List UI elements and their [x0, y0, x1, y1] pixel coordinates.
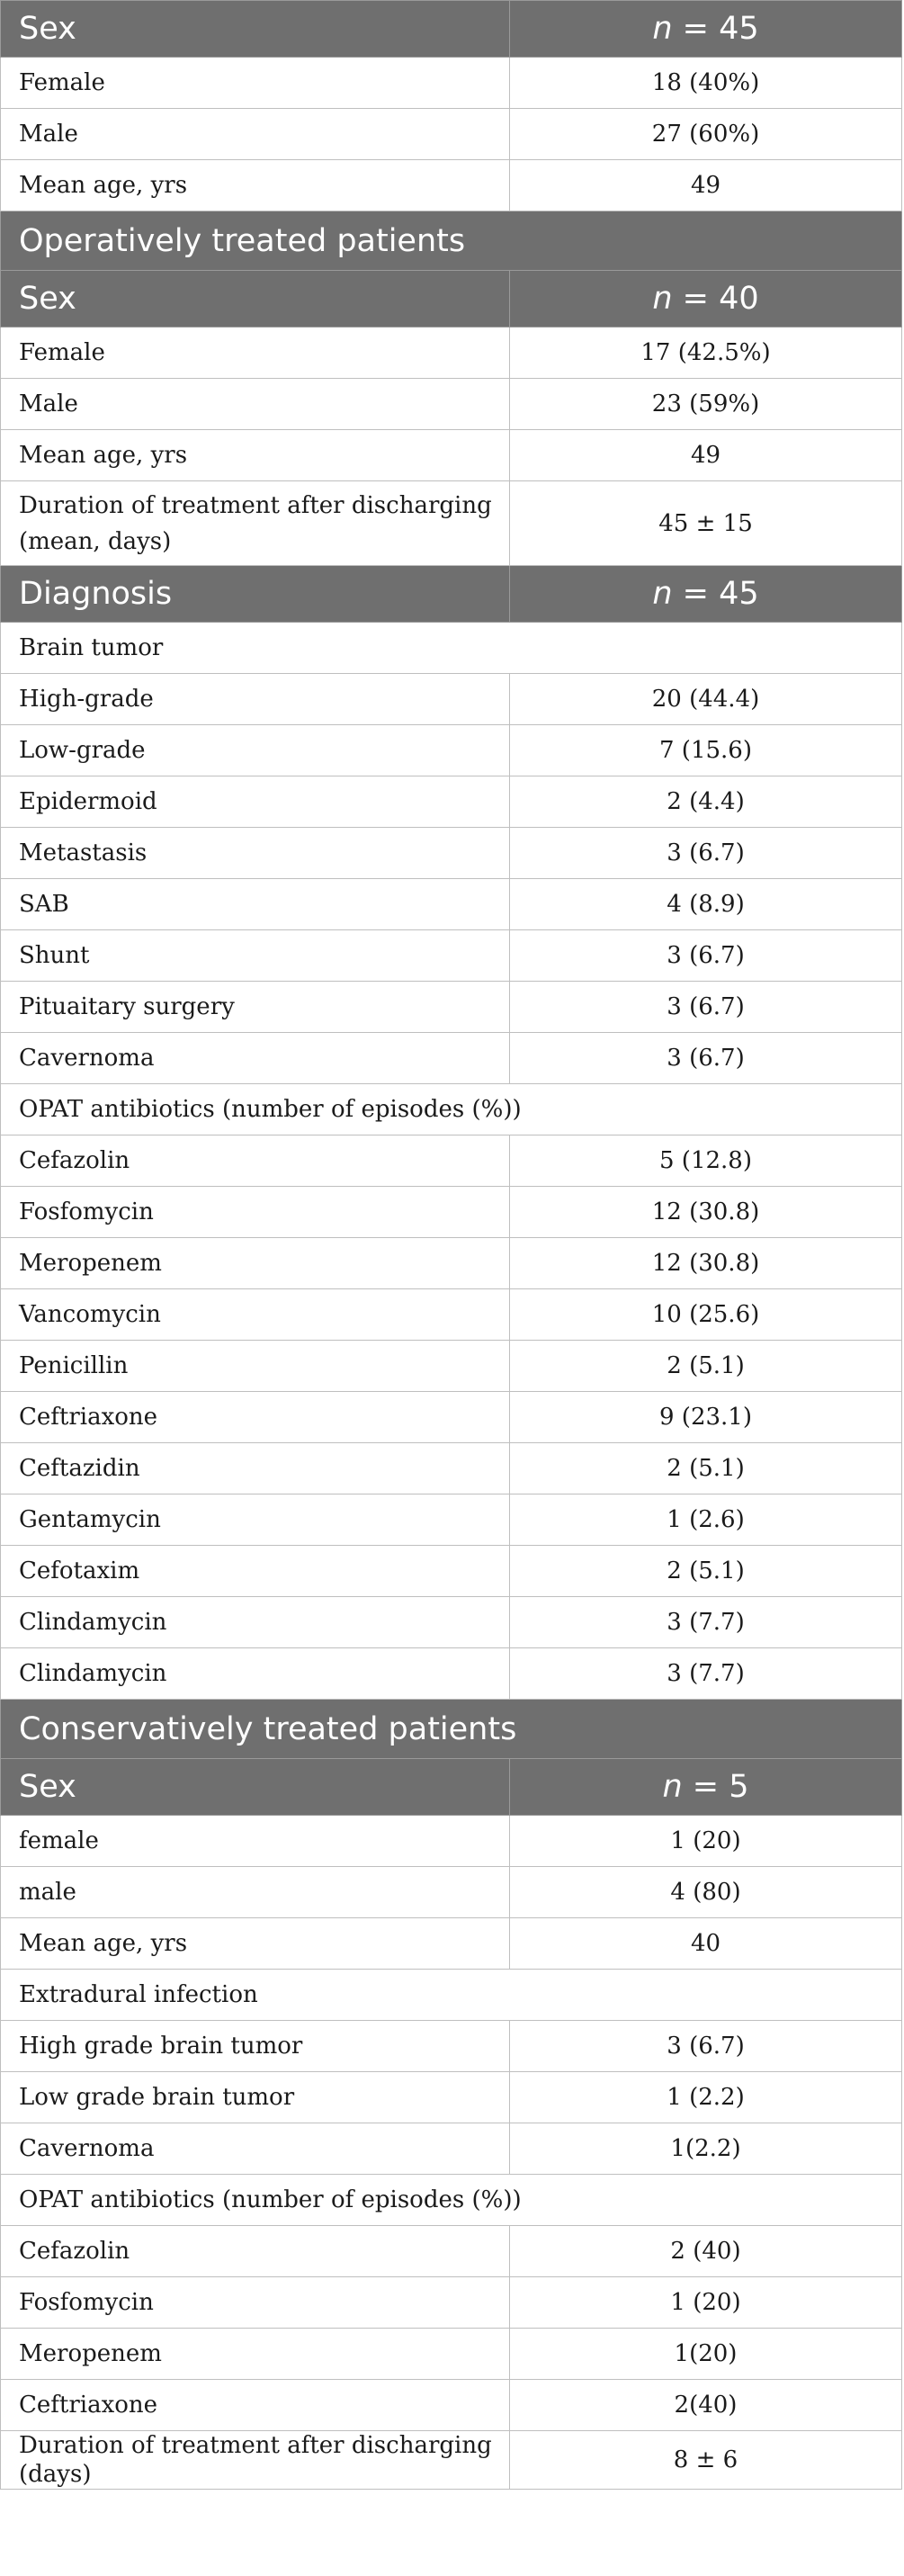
table-row [1, 2021, 902, 2072]
count-symbol: n [652, 281, 673, 317]
row-value: 45 ± 15 [510, 481, 902, 566]
row-value: 1(2.2) [510, 2123, 902, 2175]
table-row [1, 1392, 902, 1443]
table-row [1, 2123, 902, 2175]
subgroup-row [1, 1970, 902, 2021]
group-header-label: Sex [1, 1759, 510, 1816]
row-label: Male [1, 109, 510, 160]
row-value: 17 (42.5%) [510, 328, 902, 379]
row-label: Penicillin [1, 1341, 510, 1392]
row-value: 2 (5.1) [510, 1341, 902, 1392]
table-row [1, 1341, 902, 1392]
row-value: 2 (4.4) [510, 776, 902, 828]
row-label: Duration of treatment after discharging (days) [1, 2431, 510, 2490]
row-label: Duration of treatment after discharging (mean, days) [1, 481, 510, 566]
table-row [1, 2072, 902, 2123]
count-value: = 45 [672, 11, 759, 47]
table-row [1, 930, 902, 982]
row-label: Meropenem [1, 2329, 510, 2380]
row-value: 20 (44.4) [510, 674, 902, 725]
group-header-count [510, 1, 902, 58]
row-value: 2 (5.1) [510, 1443, 902, 1494]
row-value: 40 [510, 1918, 902, 1970]
table-row [1, 2380, 902, 2431]
table-row [1, 2226, 902, 2277]
row-value: 49 [510, 430, 902, 481]
row-label: Clindamycin [1, 1597, 510, 1648]
row-value: 1 (2.2) [510, 2072, 902, 2123]
table-row [1, 160, 902, 211]
row-value: 8 ± 6 [510, 2431, 902, 2490]
table-row [1, 328, 902, 379]
table-row [1, 1597, 902, 1648]
row-value: 4 (8.9) [510, 879, 902, 930]
row-label: Vancomycin [1, 1289, 510, 1341]
subgroup-label: Extradural infection [1, 1970, 902, 2021]
row-label: Low grade brain tumor [1, 2072, 510, 2123]
row-value: 3 (7.7) [510, 1597, 902, 1648]
row-label: Female [1, 58, 510, 109]
row-label: Cavernoma [1, 1033, 510, 1084]
row-value: 18 (40%) [510, 58, 902, 109]
row-value: 3 (7.7) [510, 1648, 902, 1700]
table-row [1, 2431, 902, 2490]
group-header-count [510, 271, 902, 328]
table-row [1, 1867, 902, 1918]
count-symbol: n [652, 11, 673, 47]
row-value: 7 (15.6) [510, 725, 902, 776]
table-row [1, 109, 902, 160]
table-row [1, 379, 902, 430]
count-symbol: n [662, 1769, 683, 1805]
group-header-label: Sex [1, 271, 510, 328]
row-label: Ceftazidin [1, 1443, 510, 1494]
row-label: Cefotaxim [1, 1546, 510, 1597]
subgroup-label: Brain tumor [1, 623, 902, 674]
row-value: 2 (5.1) [510, 1546, 902, 1597]
group-header-row [1, 1759, 902, 1816]
table-row [1, 1135, 902, 1187]
table-row [1, 58, 902, 109]
table-row [1, 1918, 902, 1970]
table-row [1, 1289, 902, 1341]
group-header-row [1, 1, 902, 58]
table-row [1, 2329, 902, 2380]
subgroup-row [1, 623, 902, 674]
group-header-row [1, 271, 902, 328]
row-label: Epidermoid [1, 776, 510, 828]
table-row [1, 982, 902, 1033]
row-label: Metastasis [1, 828, 510, 879]
subgroup-row [1, 1084, 902, 1135]
row-value: 3 (6.7) [510, 828, 902, 879]
count-symbol: n [652, 576, 673, 612]
group-header-count [510, 566, 902, 623]
group-header-label: Sex [1, 1, 510, 58]
row-label: Low-grade [1, 725, 510, 776]
row-label: Cavernoma [1, 2123, 510, 2175]
row-label: Clindamycin [1, 1648, 510, 1700]
row-value: 27 (60%) [510, 109, 902, 160]
row-label: High-grade [1, 674, 510, 725]
row-value: 12 (30.8) [510, 1238, 902, 1289]
count-value: = 45 [672, 576, 759, 612]
section-title: Operatively treated patients [1, 211, 902, 271]
subgroup-row [1, 2175, 902, 2226]
row-value: 49 [510, 160, 902, 211]
row-value: 5 (12.8) [510, 1135, 902, 1187]
row-value: 1(20) [510, 2329, 902, 2380]
row-label: Mean age, yrs [1, 430, 510, 481]
row-label: Male [1, 379, 510, 430]
row-value: 1 (2.6) [510, 1494, 902, 1546]
row-value: 1 (20) [510, 1816, 902, 1867]
table-row [1, 481, 902, 566]
section-title: Conservatively treated patients [1, 1700, 902, 1759]
row-value: 1 (20) [510, 2277, 902, 2329]
count-value: = 5 [682, 1769, 749, 1805]
group-header-count [510, 1759, 902, 1816]
row-label: Fosfomycin [1, 2277, 510, 2329]
row-label: Cefazolin [1, 2226, 510, 2277]
row-value: 3 (6.7) [510, 1033, 902, 1084]
table-row [1, 1238, 902, 1289]
table-row [1, 725, 902, 776]
row-label: Fosfomycin [1, 1187, 510, 1238]
count-value: = 40 [672, 281, 759, 317]
row-label: Cefazolin [1, 1135, 510, 1187]
row-label: High grade brain tumor [1, 2021, 510, 2072]
row-label: Mean age, yrs [1, 160, 510, 211]
table-row [1, 1546, 902, 1597]
row-label: male [1, 1867, 510, 1918]
row-value: 10 (25.6) [510, 1289, 902, 1341]
row-value: 23 (59%) [510, 379, 902, 430]
group-header-label: Diagnosis [1, 566, 510, 623]
subgroup-label: OPAT antibiotics (number of episodes (%)) [1, 1084, 902, 1135]
table-row [1, 1443, 902, 1494]
row-label: Shunt [1, 930, 510, 982]
table-row [1, 1033, 902, 1084]
table-row [1, 2277, 902, 2329]
row-value: 2 (40) [510, 2226, 902, 2277]
row-value: 4 (80) [510, 1867, 902, 1918]
table-row [1, 828, 902, 879]
subgroup-label: OPAT antibiotics (number of episodes (%)) [1, 2175, 902, 2226]
row-label: female [1, 1816, 510, 1867]
row-label: Ceftriaxone [1, 1392, 510, 1443]
row-label: Gentamycin [1, 1494, 510, 1546]
table-row [1, 776, 902, 828]
table-row [1, 879, 902, 930]
row-label: Meropenem [1, 1238, 510, 1289]
row-value: 3 (6.7) [510, 2021, 902, 2072]
table-row [1, 1187, 902, 1238]
row-value: 9 (23.1) [510, 1392, 902, 1443]
row-value: 3 (6.7) [510, 982, 902, 1033]
table-row [1, 430, 902, 481]
row-label: Female [1, 328, 510, 379]
section-title-row [1, 211, 902, 271]
row-label: Pituaitary surgery [1, 982, 510, 1033]
row-label: Ceftriaxone [1, 2380, 510, 2431]
row-label: SAB [1, 879, 510, 930]
table-row [1, 1494, 902, 1546]
table-row [1, 674, 902, 725]
table-row [1, 1648, 902, 1700]
row-value: 12 (30.8) [510, 1187, 902, 1238]
section-title-row [1, 1700, 902, 1759]
group-header-row [1, 566, 902, 623]
row-value: 3 (6.7) [510, 930, 902, 982]
row-label: Mean age, yrs [1, 1918, 510, 1970]
table-row [1, 1816, 902, 1867]
table-body [1, 1, 902, 2490]
row-value: 2(40) [510, 2380, 902, 2431]
